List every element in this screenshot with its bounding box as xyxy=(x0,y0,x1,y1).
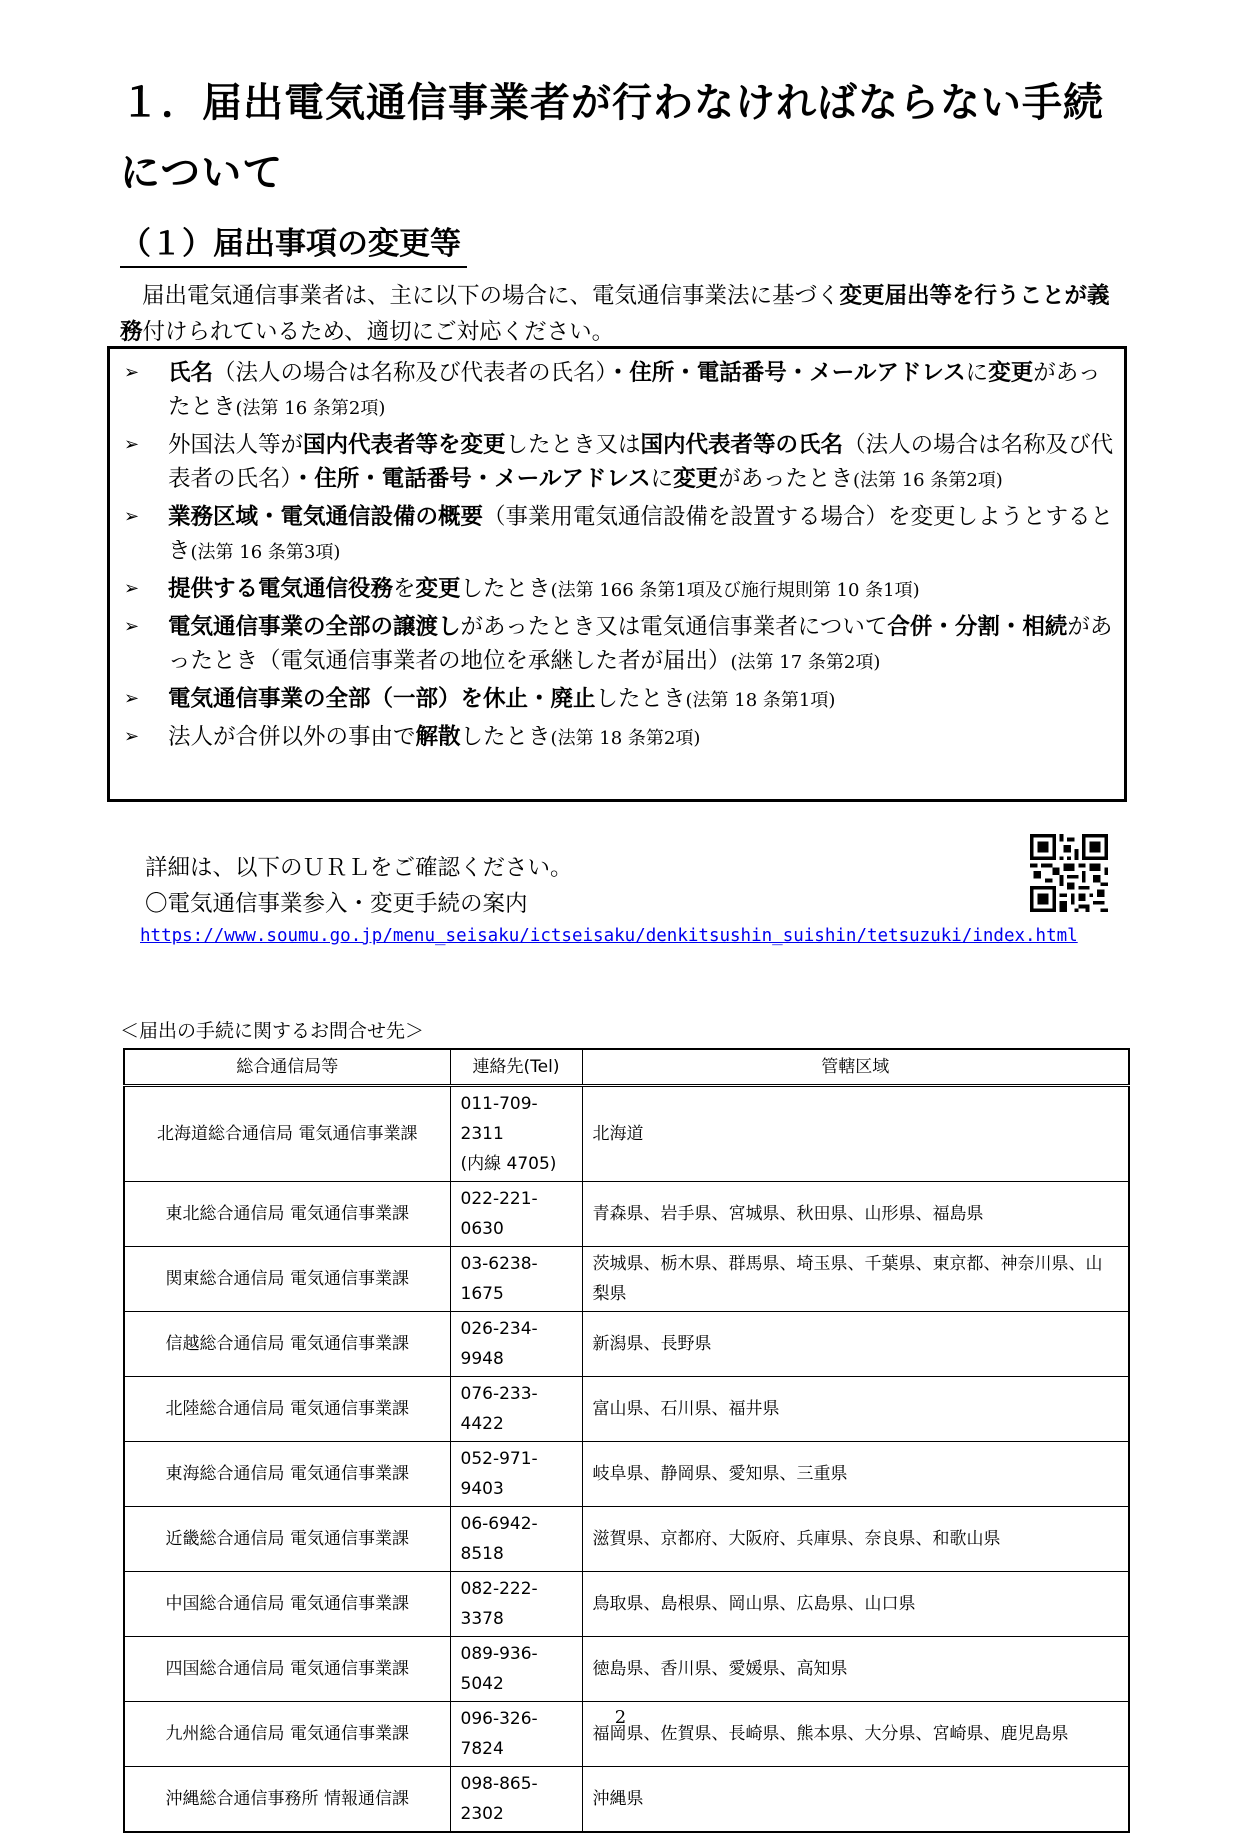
tel-cell xyxy=(450,1767,582,1833)
item-text: があったとき（電気通信事業者の地位を承継した者が届出） xyxy=(168,614,1113,674)
arrow-bullet-icon: ➢ xyxy=(124,578,140,599)
table-row xyxy=(124,1507,1129,1572)
item-text: したとき xyxy=(460,576,551,602)
item-bold: 国内代表者等を変更 xyxy=(303,432,506,458)
area-cell: 福岡県、佐賀県、長崎県、熊本県、大分県、宮崎県、鹿児島県 xyxy=(582,1702,1129,1767)
tel-number: 076-233-4422 xyxy=(460,1384,538,1434)
law-reference: (法第 16 条第3項) xyxy=(190,542,341,563)
item-bold: 変更 xyxy=(415,576,461,602)
section-title: １．届出電気通信事業者が行わなければならない手続について xyxy=(120,80,1104,196)
item-bold: 変更 xyxy=(673,466,719,492)
item-text: 外国法人等が xyxy=(168,432,304,458)
tel-number: 096-326-7824 xyxy=(460,1709,538,1759)
law-reference: (法第 17 条第2項) xyxy=(730,652,881,673)
item-text: に xyxy=(965,360,989,386)
tel-cell xyxy=(450,1086,582,1182)
office-cell: 東北総合通信局 電気通信事業課 xyxy=(124,1182,450,1247)
arrow-bullet-icon: ➢ xyxy=(124,726,140,747)
intro-text: 届出電気通信事業者は、主に以下の場合に、電気通信事業法に基づく xyxy=(142,283,840,309)
arrow-bullet-icon: ➢ xyxy=(124,616,140,637)
office-cell: 東海総合通信局 電気通信事業課 xyxy=(124,1442,450,1507)
tel-cell xyxy=(450,1507,582,1572)
table-row xyxy=(124,1442,1129,1507)
area-cell: 富山県、石川県、福井県 xyxy=(582,1377,1129,1442)
office-cell: 沖縄総合通信事務所 情報通信課 xyxy=(124,1767,450,1833)
table-row xyxy=(124,1182,1129,1247)
tel-cell xyxy=(450,1637,582,1702)
tel-extension: (内線 4705) xyxy=(460,1154,557,1174)
tel-number: 089-936-5042 xyxy=(460,1644,538,1694)
tel-cell xyxy=(450,1377,582,1442)
arrow-bullet-icon: ➢ xyxy=(124,688,140,709)
list-item xyxy=(124,720,1118,756)
office-cell: 四国総合通信局 電気通信事業課 xyxy=(124,1637,450,1702)
item-text: 法人が合併以外の事由で xyxy=(168,724,416,750)
table-row xyxy=(124,1312,1129,1377)
item-text: （法人の場合は名称及び代表者の氏名） xyxy=(168,432,1114,492)
tel-number: 03-6238-1675 xyxy=(460,1254,538,1304)
area-cell: 沖縄県 xyxy=(582,1767,1129,1833)
area-cell: 徳島県、香川県、愛媛県、高知県 xyxy=(582,1637,1129,1702)
item-text: したとき又は xyxy=(505,432,641,458)
tel-number: 011-709-2311 xyxy=(460,1094,538,1144)
item-bold: 氏名 xyxy=(168,360,214,386)
item-text: したとき xyxy=(460,724,551,750)
guide-title: 〇電気通信事業参入・変更手続の案内 xyxy=(145,891,528,917)
table-row xyxy=(124,1086,1129,1182)
column-header-tel: 連絡先(Tel) xyxy=(450,1049,582,1086)
law-reference: (法第 18 条第1項) xyxy=(685,690,836,711)
qr-code-icon xyxy=(1030,834,1108,912)
table-row xyxy=(124,1767,1129,1833)
tel-number: 082-222-3378 xyxy=(460,1579,538,1629)
intro-paragraph xyxy=(120,278,1130,350)
office-cell: 九州総合通信局 電気通信事業課 xyxy=(124,1702,450,1767)
item-text: （法人の場合は名称及び代表者の氏名） xyxy=(213,360,607,386)
page-number: 2 xyxy=(614,1707,627,1728)
law-reference: (法第 166 条第1項及び施行規則第 10 条1項) xyxy=(550,580,920,601)
area-cell: 滋賀県、京都府、大阪府、兵庫県、奈良県、和歌山県 xyxy=(582,1507,1129,1572)
item-bold: 提供する電気通信役務 xyxy=(168,576,394,602)
tel-number: 022-221-0630 xyxy=(460,1189,538,1239)
subsection-title: （１）届出事項の変更等 xyxy=(120,222,467,268)
area-cell: 青森県、岩手県、宮城県、秋田県、山形県、福島県 xyxy=(582,1182,1129,1247)
contacts-caption: ＜届出の手続に関するお問合せ先＞ xyxy=(120,1020,425,1042)
column-header-office: 総合通信局等 xyxy=(124,1049,450,1086)
intro-text-end: 付けられているため、適切にご対応ください。 xyxy=(142,319,615,345)
table-row xyxy=(124,1247,1129,1312)
item-text: に xyxy=(650,466,674,492)
arrow-bullet-icon: ➢ xyxy=(124,434,140,455)
tel-number: 06-6942-8518 xyxy=(460,1514,538,1564)
law-reference: (法第 16 条第2項) xyxy=(852,470,1003,491)
item-bold: 電気通信事業の全部（一部）を休止・廃止 xyxy=(168,686,596,712)
office-cell: 近畿総合通信局 電気通信事業課 xyxy=(124,1507,450,1572)
details-section xyxy=(145,850,573,922)
change-cases-box xyxy=(107,346,1127,802)
item-bold: 電気通信事業の全部の譲渡し xyxy=(168,614,461,640)
tel-cell xyxy=(450,1247,582,1312)
table-header-row xyxy=(124,1049,1129,1086)
guide-url-link[interactable]: https://www.soumu.go.jp/menu_seisaku/ictseisaku/denkitsushin_suishin/tetsuzuki/index.html xyxy=(140,926,1078,946)
item-text: （事業用電気通信設備を設置する場合）を変更しようとするとき xyxy=(168,504,1114,564)
item-text: があったとき xyxy=(718,466,853,492)
tel-cell xyxy=(450,1442,582,1507)
item-bold: 国内代表者等の氏名 xyxy=(640,432,844,458)
item-bold: ・住所・電話番号・メールアドレス xyxy=(606,360,966,386)
arrow-bullet-icon: ➢ xyxy=(124,362,140,383)
details-instruction: 詳細は、以下のＵＲＬをご確認ください。 xyxy=(145,855,573,881)
tel-number: 026-234-9948 xyxy=(460,1319,538,1369)
area-cell: 茨城県、栃木県、群馬県、埼玉県、千葉県、東京都、神奈川県、山梨県 xyxy=(582,1247,1129,1312)
item-text: があったとき又は電気通信事業者について xyxy=(460,614,888,640)
law-reference: (法第 16 条第2項) xyxy=(235,398,386,419)
area-cell: 新潟県、長野県 xyxy=(582,1312,1129,1377)
item-bold: 変更 xyxy=(988,360,1034,386)
list-item xyxy=(124,610,1118,680)
column-header-area: 管轄区域 xyxy=(582,1049,1129,1086)
item-bold: 合併・分割・相続 xyxy=(887,614,1068,640)
item-text: したとき xyxy=(595,686,686,712)
table-row xyxy=(124,1572,1129,1637)
item-bold: 業務区域・電気通信設備の概要 xyxy=(168,504,484,530)
tel-number: 098-865-2302 xyxy=(460,1774,538,1824)
area-cell: 鳥取県、島根県、岡山県、広島県、山口県 xyxy=(582,1572,1129,1637)
office-cell: 北海道総合通信局 電気通信事業課 xyxy=(124,1086,450,1182)
office-cell: 北陸総合通信局 電気通信事業課 xyxy=(124,1377,450,1442)
area-cell: 岐阜県、静岡県、愛知県、三重県 xyxy=(582,1442,1129,1507)
arrow-bullet-icon: ➢ xyxy=(124,506,140,527)
area-cell: 北海道 xyxy=(582,1086,1129,1182)
office-cell: 中国総合通信局 電気通信事業課 xyxy=(124,1572,450,1637)
item-text: を xyxy=(393,576,416,602)
item-text: があったとき xyxy=(168,360,1101,420)
item-bold: ・住所・電話番号・メールアドレス xyxy=(291,466,651,492)
tel-cell xyxy=(450,1312,582,1377)
tel-cell xyxy=(450,1572,582,1637)
intro-emphasis: 変更届出等を行うことが義務 xyxy=(120,283,1110,345)
office-cell: 信越総合通信局 電気通信事業課 xyxy=(124,1312,450,1377)
item-bold: 解散 xyxy=(415,724,461,750)
tel-number: 052-971-9403 xyxy=(460,1449,538,1499)
law-reference: (法第 18 条第2項) xyxy=(550,728,701,749)
list-item xyxy=(124,356,1118,426)
list-item xyxy=(124,572,1118,608)
office-cell: 関東総合通信局 電気通信事業課 xyxy=(124,1247,450,1312)
table-row xyxy=(124,1377,1129,1442)
tel-cell xyxy=(450,1182,582,1247)
list-item xyxy=(124,682,1118,718)
list-item xyxy=(124,500,1118,570)
table-row xyxy=(124,1637,1129,1702)
list-item xyxy=(124,428,1118,498)
